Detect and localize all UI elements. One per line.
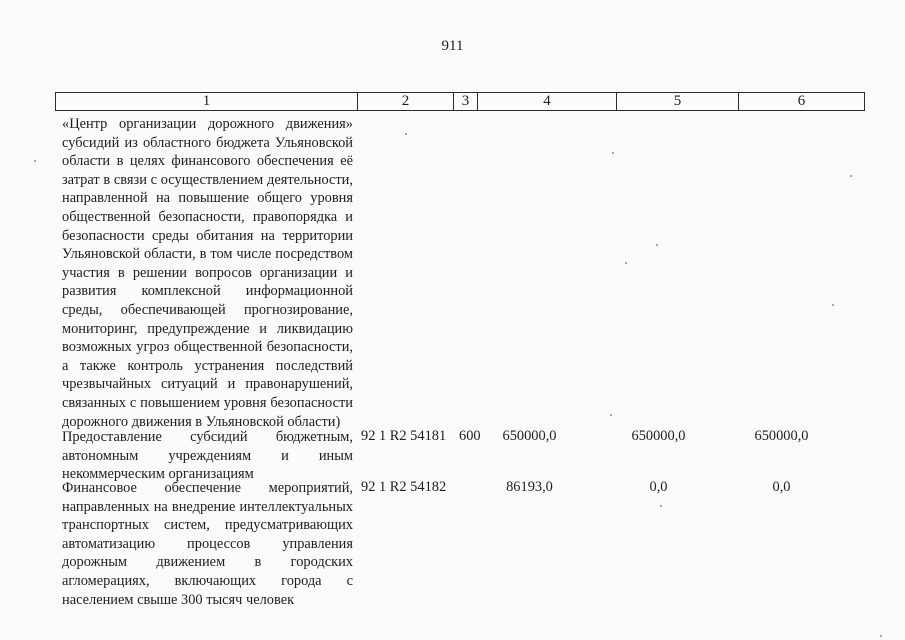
row-0-description xyxy=(62,115,353,431)
header-col-2: 2 xyxy=(358,93,454,111)
scan-speck xyxy=(610,414,612,416)
header-col-3: 3 xyxy=(454,93,478,111)
scan-speck xyxy=(656,244,658,246)
row-1-code: 92 1 R2 54181 xyxy=(361,428,447,444)
row-2-description-text: Финансовое обеспечение мероприятий, направленных на внедрение интеллектуальных транспортных систем, предусматривающих автоматизацию процессов управления дорожным движением в городских агломерациях, включающих города с населением свыше 300 тысяч человек xyxy=(62,480,353,608)
scan-speck xyxy=(34,160,36,162)
scan-speck xyxy=(660,505,662,507)
row-2-value-col6: 0,0 xyxy=(772,479,791,495)
scan-speck xyxy=(880,635,882,637)
row-1-value-col6: 650000,0 xyxy=(754,428,809,444)
row-2-code: 92 1 R2 54182 xyxy=(361,479,447,495)
header-col-4: 4 xyxy=(478,93,617,111)
row-2-value-col5: 0,0 xyxy=(649,479,668,495)
page-number: 911 xyxy=(441,38,464,54)
row-2-value-col4: 86193,0 xyxy=(506,479,553,495)
row-2-description xyxy=(62,479,353,609)
scan-speck xyxy=(850,175,852,177)
scan-speck xyxy=(625,262,627,264)
row-1-type: 600 xyxy=(459,428,481,444)
row-1-value-col5: 650000,0 xyxy=(631,428,686,444)
header-col-1: 1 xyxy=(56,93,358,111)
row-0-description-text: «Центр организации дорожного движения» субсидий из областного бюджета Ульяновской области в целях финансового обеспечения её затрат в связи с осуществлением деятельности, направленной на повышение общего уровня общественной безопасности, правопорядка и безопасности среды обитания на территории Ульяновской области, в том числе посредством участия в решении вопросов организации и развития комплексной информационной среды, обеспечивающей прогнозирование, мониторинг, предупреждение и ликвидацию возможных угроз общественной безопасности, а также контроль устранения последствий чрезвычайных ситуаций и правонарушений, связанных с повышением уровня безопасности дорожного движения в Ульяновской области) xyxy=(62,116,353,430)
header-col-5: 5 xyxy=(617,93,739,111)
scan-speck xyxy=(612,152,614,154)
row-1-description-text: Предоставление субсидий бюджетным, автономным учреждениям и иным некоммерческим организациям xyxy=(62,429,353,483)
scan-speck xyxy=(405,133,407,135)
header-col-6: 6 xyxy=(739,93,865,111)
table-header xyxy=(55,92,865,111)
scan-speck xyxy=(832,304,834,306)
row-1-value-col4: 650000,0 xyxy=(502,428,557,444)
row-1-description xyxy=(62,428,353,484)
